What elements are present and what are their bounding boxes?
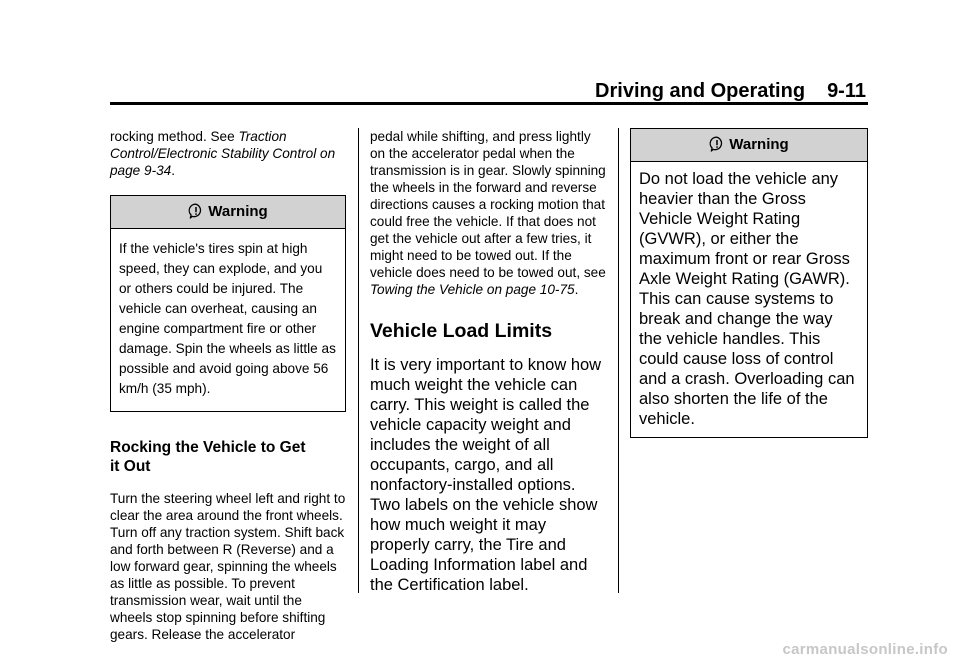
warning-title: Warning	[729, 136, 789, 153]
column-divider-1	[358, 128, 359, 593]
cross-reference-link[interactable]: Traction Control/Electronic Stability Control on page 9-34	[110, 129, 336, 178]
warning-box-tires	[110, 195, 346, 412]
header-rule	[110, 102, 868, 105]
warning-header	[111, 196, 345, 229]
section-subheading: Rocking the Vehicle to Get it Out	[110, 439, 306, 475]
warning-header	[631, 129, 867, 162]
column-2	[370, 128, 606, 595]
column-1	[110, 128, 346, 643]
warning-icon	[709, 136, 725, 152]
warning-icon	[188, 203, 204, 219]
warning-body: If the vehicle's tires spin at high speed, they can explode, and you or others could be injured. The vehicle can overheat, causing an engine compartment fire or other damage. Spin the wheels as little as possible and avoid going above 56 km/h (35 mph).	[119, 241, 336, 396]
column-3	[630, 128, 868, 438]
rocking-paragraph: Turn the steering wheel left and right to clear the area around the front wheels. Turn off any traction system. Shift back and forth between R (Reverse) and a low forward gear, spinning the wheels as little as possible. To prevent transmission wear, wait until the wheels stop spinning before shifting gears. Release the accelerator	[110, 491, 346, 642]
warning-body: Do not load the vehicle any heavier than the Gross Vehicle Weight Rating (GVWR), or either the maximum front or rear Gross Axle Weight Rating (GAWR). This can cause systems to break and change the way the vehicle handles. This could cause loss of control and a crash. Overloading can also shorten the life of the vehicle.	[639, 170, 855, 428]
column-divider-2	[618, 128, 619, 593]
warning-title: Warning	[208, 203, 268, 220]
warning-box-load	[630, 128, 868, 438]
load-limits-paragraph: It is very important to know how much weight the vehicle can carry. This weight is called the vehicle capacity weight and includes the weight of all occupants, cargo, and all nonfactory-installed options. Two labels on the vehicle show how much weight it may properly carry, the Tire and Loading Information label and the Certification label.	[370, 356, 602, 594]
watermark: carmanualsonline.info	[782, 641, 948, 658]
cross-reference-link[interactable]: Towing the Vehicle on page 10-75	[370, 282, 575, 297]
section-heading: Vehicle Load Limits	[370, 320, 553, 342]
page-number: 9-11	[827, 80, 866, 102]
intro-paragraph: rocking method. See Traction Control/Electronic Stability Control on page 9-34.	[110, 129, 336, 178]
section-title: Driving and Operating	[595, 80, 806, 102]
page-header	[595, 80, 866, 103]
continued-paragraph: pedal while shifting, and press lightly on the accelerator pedal when the transmission is in gear. Slowly spinning the wheels in the forward and reverse directions causes a rocking motion that could free the vehicle. If that does not get the vehicle out after a few tries, it might need to be towed out. If the vehicle does need to be towed out, see Towing the Vehicle on page 10-75.	[370, 129, 606, 297]
